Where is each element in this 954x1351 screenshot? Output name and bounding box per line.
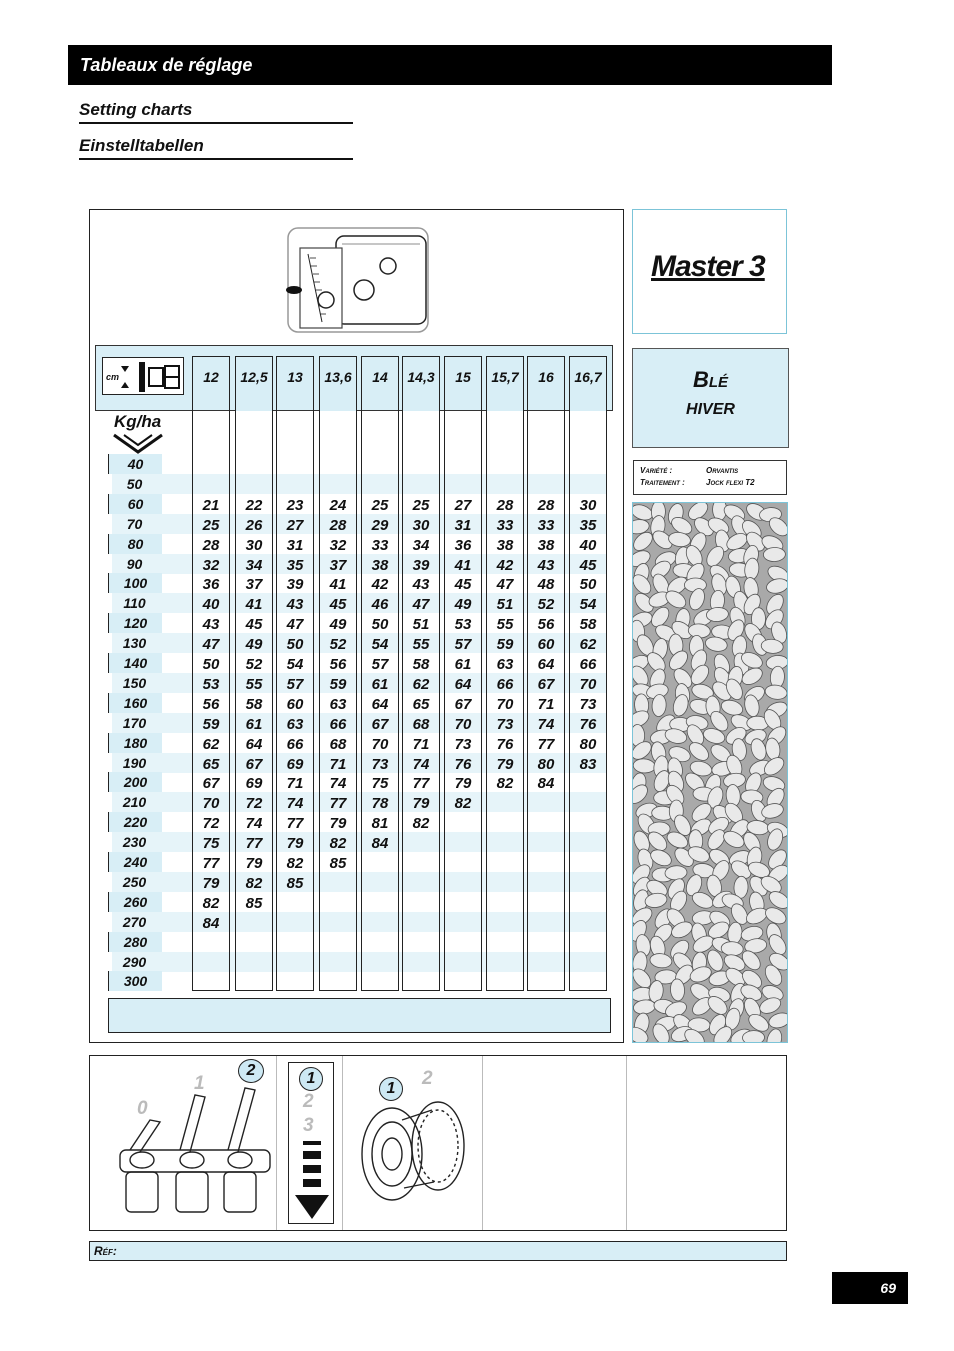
- table-cell: 50: [286, 636, 304, 654]
- rate-label: 90: [126, 555, 143, 572]
- table-cell: 21: [202, 496, 220, 514]
- table-cell: 66: [496, 675, 514, 693]
- table-cell: 48: [537, 576, 555, 594]
- table-cell: 70: [579, 675, 597, 693]
- table-cell: 43: [537, 556, 555, 574]
- table-cell: 68: [329, 735, 347, 753]
- table-cell: 49: [454, 596, 472, 614]
- table-cell: 60: [537, 636, 555, 654]
- table-cell: 77: [537, 735, 555, 753]
- rate-label: 170: [122, 714, 147, 731]
- table-cell: 82: [286, 855, 304, 872]
- table-cell: 81: [371, 815, 389, 833]
- table-cell: 77: [412, 775, 430, 793]
- table-cell: 82: [496, 775, 514, 793]
- table-cell: 82: [412, 815, 430, 833]
- table-cell: 82: [329, 835, 347, 853]
- table-cell: 54: [371, 636, 389, 654]
- table-cell: 67: [202, 775, 220, 793]
- table-cell: 36: [202, 576, 220, 594]
- arrow-down-icon: [295, 1141, 329, 1221]
- table-cell: 51: [496, 596, 514, 614]
- table-cell: 61: [371, 675, 389, 693]
- table-cell: 47: [202, 636, 220, 654]
- table-cell: 40: [202, 596, 220, 614]
- table-cell: 39: [412, 556, 430, 574]
- metering-unit-illustration: [280, 218, 440, 340]
- table-cell: 34: [245, 556, 263, 574]
- table-cell: 73: [371, 755, 389, 773]
- spacing-header: 16,7: [570, 357, 606, 411]
- table-cell: 59: [496, 636, 514, 654]
- table-cell: 58: [245, 695, 263, 713]
- rate-label: 190: [122, 754, 147, 771]
- table-cell: 74: [329, 775, 347, 793]
- table-cell: 82: [245, 874, 263, 892]
- rate-label: 160: [108, 693, 162, 713]
- table-cell: 75: [202, 835, 220, 853]
- table-cell: 58: [412, 656, 430, 673]
- cm-label: cm: [106, 372, 120, 382]
- rate-label: 280: [108, 932, 162, 952]
- step-indicator: [288, 1062, 334, 1224]
- table-cell: 63: [286, 715, 304, 733]
- spacing-header: 15: [455, 369, 471, 385]
- unit-label: Kg/ha: [114, 412, 162, 431]
- table-cell: 28: [537, 496, 555, 514]
- table-cell: 52: [329, 636, 347, 654]
- rate-label: 210: [122, 794, 147, 811]
- table-cell: 67: [245, 755, 263, 773]
- table-cell: 70: [454, 715, 472, 733]
- rate-label: 110: [123, 595, 146, 612]
- table-cell: 38: [371, 556, 389, 574]
- rate-label: 260: [108, 892, 162, 912]
- table-cell: 71: [412, 735, 430, 753]
- table-cell: 37: [329, 556, 347, 574]
- table-cell: 71: [537, 695, 555, 713]
- rate-label: 40: [108, 454, 162, 474]
- rate-label: 150: [122, 674, 147, 691]
- spacing-header: 16: [538, 369, 554, 385]
- table-cell: 35: [579, 516, 597, 534]
- treatment-value: Jock flexi T2: [706, 478, 755, 487]
- table-cell: 45: [579, 556, 597, 574]
- step-1-badge: 1: [299, 1067, 323, 1091]
- table-cell: 80: [537, 755, 555, 773]
- table-cell: 41: [245, 596, 263, 614]
- page-header: Tableaux de réglage: [68, 45, 832, 85]
- table-cell: 31: [454, 516, 472, 534]
- table-cell: 64: [245, 735, 263, 753]
- table-cell: 51: [412, 616, 430, 634]
- table-cell: 38: [537, 536, 555, 554]
- table-cell: 77: [286, 815, 304, 833]
- table-cell: 71: [286, 775, 304, 793]
- table-cell: 56: [329, 656, 347, 673]
- table-cell: 57: [286, 675, 304, 693]
- table-cell: 34: [412, 536, 430, 554]
- chevron-down-icon: [110, 432, 166, 456]
- table-cell: 64: [537, 656, 555, 673]
- notes-band: [108, 998, 611, 1033]
- table-cell: 78: [371, 795, 389, 813]
- table-cell: 54: [286, 656, 304, 673]
- table-cell: 85: [329, 855, 347, 872]
- table-cell: 45: [329, 596, 347, 614]
- table-cell: 73: [579, 695, 597, 713]
- table-cell: 82: [454, 795, 472, 813]
- table-cell: 57: [454, 636, 472, 654]
- table-cell: 43: [412, 576, 430, 594]
- gear-position-1-badge: 1: [379, 1077, 403, 1101]
- table-cell: 28: [496, 496, 514, 514]
- spacing-header: 12: [203, 369, 219, 385]
- table-cell: 69: [245, 775, 263, 793]
- rate-label: 80: [108, 534, 162, 554]
- wheat-grain-photo: [632, 502, 788, 1043]
- step-2: 2: [303, 1091, 314, 1112]
- table-cell: 59: [202, 715, 220, 733]
- table-cell: 33: [371, 536, 389, 554]
- rate-label: 180: [108, 733, 162, 753]
- spacing-header: 15,7: [487, 357, 523, 411]
- table-cell: 42: [496, 556, 514, 574]
- table-cell: 25: [412, 496, 430, 514]
- reference-band: [89, 1241, 787, 1261]
- table-cell: 76: [496, 735, 514, 753]
- table-cell: 74: [412, 755, 430, 773]
- table-cell: 67: [454, 695, 472, 713]
- table-cell: 45: [245, 616, 263, 634]
- table-cell: 49: [329, 616, 347, 634]
- spacing-header: 12,5: [236, 357, 272, 411]
- rate-label: 70: [126, 515, 143, 532]
- table-cell: 64: [454, 675, 472, 693]
- table-cell: 76: [454, 755, 472, 773]
- table-cell: 50: [579, 576, 597, 594]
- table-cell: 30: [579, 496, 597, 514]
- table-cell: 66: [579, 656, 597, 673]
- table-cell: 53: [454, 616, 472, 634]
- table-cell: 59: [329, 675, 347, 693]
- table-cell: 30: [245, 536, 263, 554]
- table-cell: 61: [245, 715, 263, 733]
- table-cell: 79: [286, 835, 304, 853]
- table-cell: 62: [202, 735, 220, 753]
- table-cell: 77: [245, 835, 263, 853]
- table-cell: 79: [412, 795, 430, 813]
- treatment-label: Traitement :: [640, 478, 685, 487]
- table-cell: 41: [329, 576, 347, 594]
- table-cell: 84: [202, 914, 220, 932]
- table-cell: 67: [537, 675, 555, 693]
- table-cell: 60: [286, 695, 304, 713]
- table-cell: 74: [245, 815, 263, 833]
- table-cell: 74: [286, 795, 304, 813]
- table-cell: 77: [329, 795, 347, 813]
- machine-name: Master 3: [651, 250, 765, 283]
- table-cell: 70: [202, 795, 220, 813]
- table-cell: 25: [371, 496, 389, 514]
- table-cell: 76: [579, 715, 597, 733]
- table-cell: 83: [579, 755, 597, 773]
- table-cell: 30: [412, 516, 430, 534]
- rate-label: 240: [108, 852, 162, 872]
- row-spacing-icon: [102, 357, 184, 395]
- rate-label: 250: [122, 873, 147, 890]
- table-cell: 45: [454, 576, 472, 594]
- subtitle-german: Einstelltabellen: [79, 136, 353, 160]
- table-cell: 71: [329, 755, 347, 773]
- table-cell: 39: [286, 576, 304, 594]
- table-cell: 56: [537, 616, 555, 634]
- table-cell: 52: [245, 656, 263, 673]
- table-cell: 70: [371, 735, 389, 753]
- table-cell: 50: [371, 616, 389, 634]
- crop-name: Blé: [692, 367, 729, 392]
- gear-position-2: 2: [422, 1068, 433, 1089]
- table-cell: 53: [202, 675, 220, 693]
- table-cell: 85: [245, 894, 263, 912]
- table-cell: 66: [329, 715, 347, 733]
- rate-label: 300: [108, 971, 162, 991]
- table-cell: 41: [454, 556, 472, 574]
- table-cell: 63: [496, 656, 514, 673]
- table-cell: 79: [454, 775, 472, 793]
- table-cell: 46: [371, 596, 389, 614]
- table-cell: 43: [286, 596, 304, 614]
- table-cell: 79: [202, 874, 220, 892]
- page-number: 69: [832, 1272, 908, 1304]
- table-cell: 58: [579, 616, 597, 634]
- rate-label: 60: [108, 494, 162, 514]
- machine-name-box: [632, 209, 787, 334]
- table-cell: 66: [286, 735, 304, 753]
- table-cell: 26: [245, 516, 263, 534]
- table-cell: 56: [202, 695, 220, 713]
- table-cell: 40: [579, 536, 597, 554]
- gear-illustration: [352, 1080, 472, 1214]
- table-cell: 29: [371, 516, 389, 534]
- rate-label: 270: [122, 913, 147, 930]
- table-cell: 42: [371, 576, 389, 594]
- table-cell: 28: [329, 516, 347, 534]
- lever-position-2-badge: 2: [238, 1059, 264, 1083]
- table-cell: 47: [412, 596, 430, 614]
- table-cell: 79: [496, 755, 514, 773]
- table-cell: 47: [286, 616, 304, 634]
- lever-position-illustration: [100, 1060, 276, 1226]
- table-cell: 49: [245, 636, 263, 654]
- table-cell: 72: [202, 815, 220, 833]
- table-cell: 27: [286, 516, 304, 534]
- spacing-header: 13,6: [320, 357, 356, 411]
- variety-value: Orvantis: [706, 466, 739, 475]
- table-cell: 79: [329, 815, 347, 833]
- spacing-header: 14,3: [403, 357, 439, 411]
- table-cell: 47: [496, 576, 514, 594]
- seed-info-box: [633, 460, 787, 495]
- table-cell: 32: [329, 536, 347, 554]
- table-cell: 24: [329, 496, 347, 514]
- table-cell: 61: [454, 656, 472, 673]
- rate-label: 220: [108, 812, 162, 832]
- spacing-header: 13: [287, 369, 303, 385]
- lever-position-1: 1: [194, 1073, 205, 1094]
- variety-label: Variété :: [640, 466, 673, 475]
- rate-label: 130: [122, 635, 147, 652]
- table-cell: 50: [202, 656, 220, 673]
- step-3: 3: [303, 1115, 314, 1136]
- table-cell: 33: [537, 516, 555, 534]
- table-cell: 62: [579, 636, 597, 654]
- table-cell: 38: [496, 536, 514, 554]
- table-cell: 33: [496, 516, 514, 534]
- table-cell: 52: [537, 596, 555, 614]
- table-cell: 79: [245, 855, 263, 872]
- table-cell: 85: [286, 874, 304, 892]
- table-cell: 63: [329, 695, 347, 713]
- table-cell: 32: [202, 556, 220, 574]
- table-cell: 55: [496, 616, 514, 634]
- table-cell: 84: [537, 775, 555, 793]
- rate-label: 200: [108, 772, 162, 792]
- rate-label: 100: [108, 573, 162, 593]
- rate-label: 50: [126, 475, 143, 492]
- table-cell: 67: [371, 715, 389, 733]
- crop-box: [632, 348, 789, 448]
- table-cell: 74: [537, 715, 555, 733]
- table-cell: 73: [496, 715, 514, 733]
- table-cell: 73: [454, 735, 472, 753]
- table-cell: 37: [245, 576, 263, 594]
- table-cell: 70: [496, 695, 514, 713]
- table-cell: 55: [412, 636, 430, 654]
- rate-label: 230: [122, 834, 147, 851]
- table-cell: 27: [454, 496, 472, 514]
- table-cell: 75: [371, 775, 389, 793]
- crop-type: HIVER: [686, 401, 735, 418]
- table-cell: 31: [286, 536, 304, 554]
- table-cell: 55: [245, 675, 263, 693]
- rate-label: 120: [108, 613, 162, 633]
- table-cell: 43: [202, 616, 220, 634]
- table-cell: 25: [202, 516, 220, 534]
- table-cell: 69: [286, 755, 304, 773]
- spacing-header: 14: [372, 369, 388, 385]
- table-cell: 84: [371, 835, 389, 853]
- rate-label: 290: [122, 953, 147, 970]
- table-cell: 65: [202, 755, 220, 773]
- reference-label: Réf:: [94, 1244, 117, 1258]
- subtitle-english: Setting charts: [79, 100, 353, 124]
- table-cell: 54: [579, 596, 597, 614]
- rate-label: 140: [108, 653, 162, 673]
- table-cell: 72: [245, 795, 263, 813]
- table-cell: 22: [245, 496, 263, 514]
- table-cell: 68: [412, 715, 430, 733]
- table-cell: 28: [202, 536, 220, 554]
- lever-position-0: 0: [137, 1098, 148, 1119]
- table-cell: 65: [412, 695, 430, 713]
- table-cell: 62: [412, 675, 430, 693]
- table-cell: 23: [286, 496, 304, 514]
- table-cell: 35: [286, 556, 304, 574]
- table-cell: 36: [454, 536, 472, 554]
- table-cell: 82: [202, 894, 220, 912]
- table-cell: 57: [371, 656, 389, 673]
- table-cell: 64: [371, 695, 389, 713]
- table-cell: 80: [579, 735, 597, 753]
- table-cell: 77: [202, 855, 220, 872]
